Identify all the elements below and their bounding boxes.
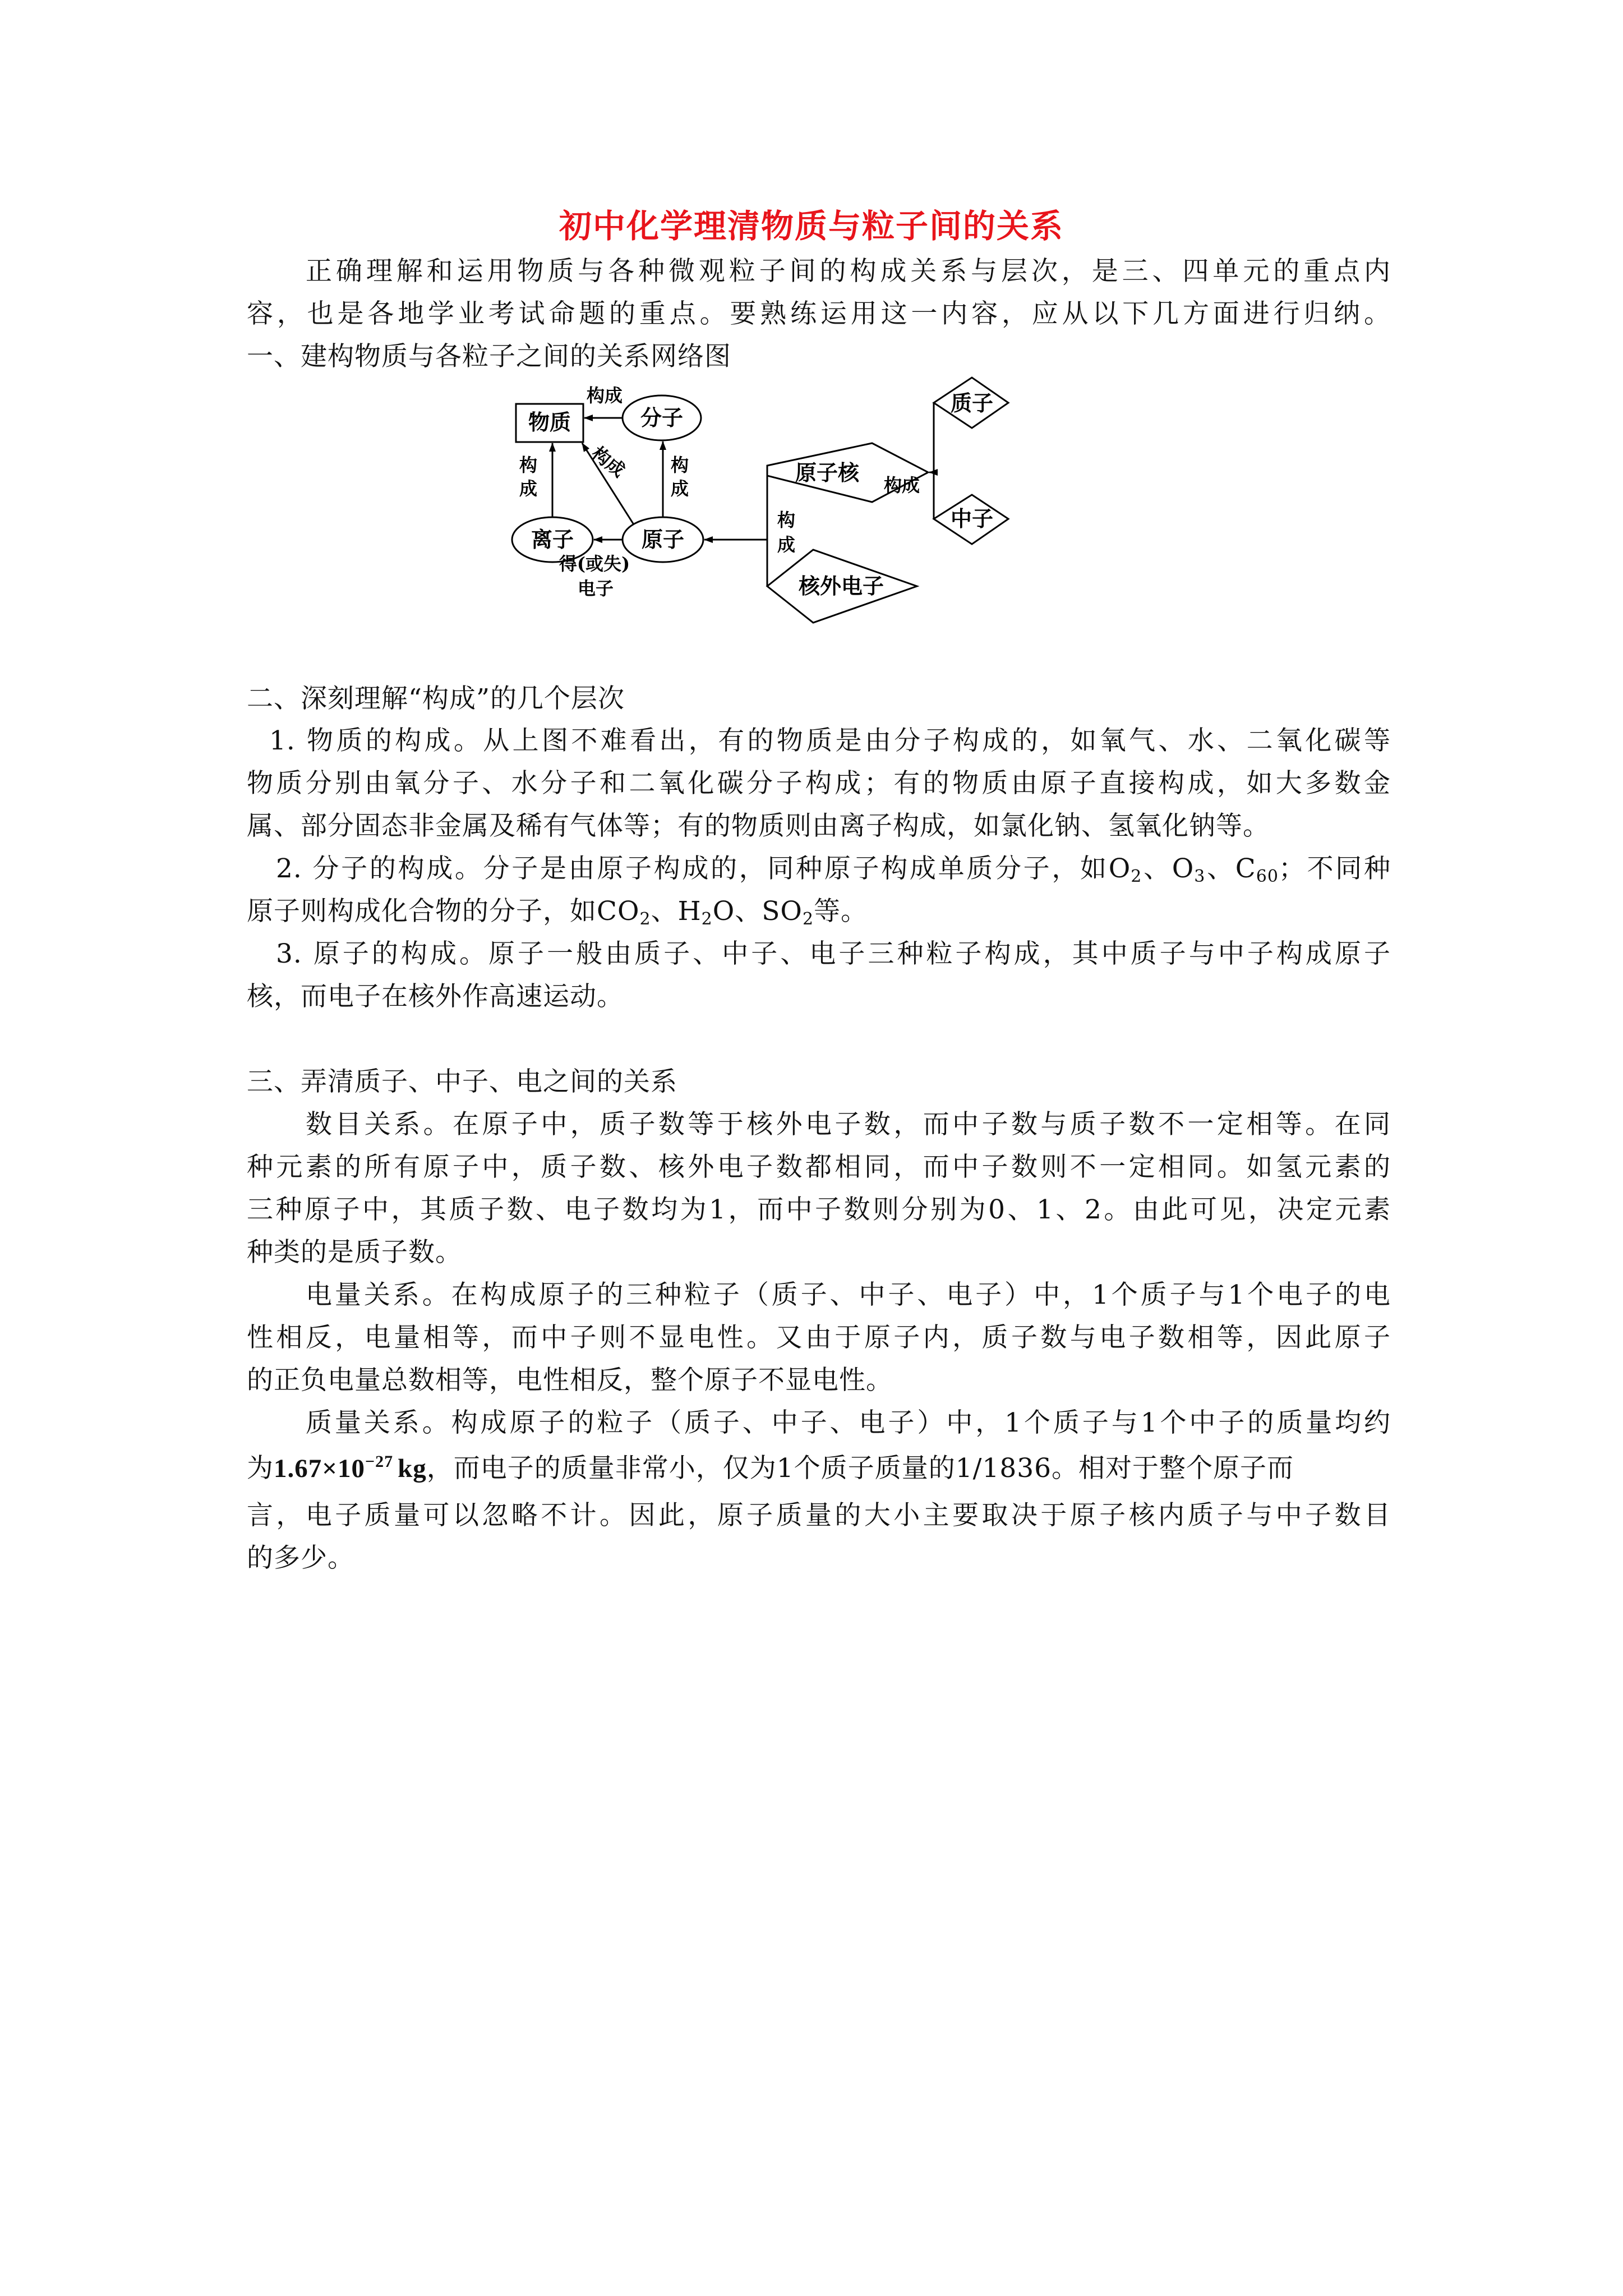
nucleus-label: 原子核 [795,460,860,485]
ion-label: 离子 [531,527,574,552]
neutron-label: 中子 [950,506,994,531]
s3-p2-line-2: 性相反，电量相等，而中子则不显电性。又由于原子内，质子数与电子数相等，因此原子 [247,1322,1391,1353]
edge-label-constitute-diag: 构成 [587,442,629,482]
s2-p3-line-1: 3. 原子的构成。原子一般由质子、中子、电子三种粒子构成，其中质子与中子构成原子 [276,938,1391,969]
extranuclear-electron-label: 核外电子 [798,573,884,599]
section1-heading: 一、建构物质与各粒子之间的关系网络图 [247,341,731,372]
s3-p3-line-3: 言，电子质量可以忽略不计。因此，原子质量的大小主要取决于原子核内质子与中子数目 [247,1500,1391,1531]
edge-label-constitute-left-2: 成 [519,478,538,499]
edge-label-electron: 电子 [577,578,614,599]
s3-p2-line-1: 电量关系。在构成原子的三种粒子（质子、中子、电子）中，1个质子与1个电子的电 [306,1280,1391,1310]
molecule-label: 分子 [640,405,684,430]
s3-p1-line-4: 种类的是质子数。 [247,1237,462,1268]
section2-heading: 二、深刻理解“构成”的几个层次 [247,683,625,714]
edge-label-gain-lose: 得(或失) [559,553,630,574]
edge-label-constitute-left-1: 构 [519,454,538,476]
s3-p3-line-1: 质量关系。构成原子的粒子（质子、中子、电子）中，1个质子与1个中子的质量均约 [306,1407,1391,1438]
s2-p1-line-3: 属、部分固态非金属及稀有气体等；有的物质则由离子构成，如氯化钠、氢氧化钠等。 [247,811,1270,841]
edge-label-constitute-mid-2: 成 [670,478,689,499]
s2-p2-line-1: 2. 分子的构成。分子是由原子构成的，同种原子构成单质分子，如$O_2$、$O_3$、$C_{60}$；不同种 [276,853,1391,886]
particle-relationship-diagram [499,370,1116,639]
mass-value: 1.67 [274,1454,322,1483]
atom-label: 原子 [641,527,685,552]
edge-label-constitute-right-1: 构 [777,509,796,531]
edge-label-constitute-mid-1: 构 [670,454,689,476]
s2-p2-line-2: 原子则构成化合物的分子，如$CO_2$、$H_2O$、$SO_2$等。 [247,896,868,929]
edge-label-constitute-far: 构成 [883,475,920,496]
s2-p1-line-2: 物质分别由氧分子、水分子和二氧化碳分子构成；有的物质由原子直接构成，如大多数金 [247,768,1391,799]
s3-p2-line-3: 的正负电量总数相等，电性相反，整个原子不显电性。 [247,1365,893,1396]
intro-line-2: 容，也是各地学业考试命题的重点。要熟练运用这一内容，应从以下几方面进行归纳。 [247,298,1391,329]
s3-p3-line-2: 为$1.67\times 10^{-27}$ kg，而电子的质量非常小，仅为1个质子质量的1/1836。相对于整个原子而 [247,1452,1294,1484]
edge-label-constitute-right-2: 成 [777,534,796,555]
section3-heading: 三、弄清质子、中子、电之间的关系 [247,1066,677,1097]
s3-p1-line-1: 数目关系。在原子中，质子数等于核外电子数，而中子数与质子数不一定相等。在同 [306,1109,1391,1140]
s2-p1-line-1: 1. 物质的构成。从上图不难看出，有的物质是由分子构成的，如氧气、水、二氧化碳等 [269,725,1391,756]
edge-label-constitute-top: 构成 [586,385,623,406]
s3-p1-line-3: 三种原子中，其质子数、电子数均为1，而中子数则分别为0、1、2。由此可见，决定元素 [247,1194,1391,1225]
substance-label: 物质 [528,409,571,435]
s2-p3-line-2: 核，而电子在核外作高速运动。 [247,981,624,1012]
proton-label: 质子 [950,390,994,416]
page-title: 初中化学理清物质与粒子间的关系 [559,207,1064,245]
s3-p1-line-2: 种元素的所有原子中，质子数、核外电子数都相同，而中子数则不一定相同。如氢元素的 [247,1152,1391,1182]
intro-line-1: 正确理解和运用物质与各种微观粒子间的构成关系与层次，是三、四单元的重点内 [306,256,1391,287]
s3-p3-line-4: 的多少。 [247,1543,354,1573]
